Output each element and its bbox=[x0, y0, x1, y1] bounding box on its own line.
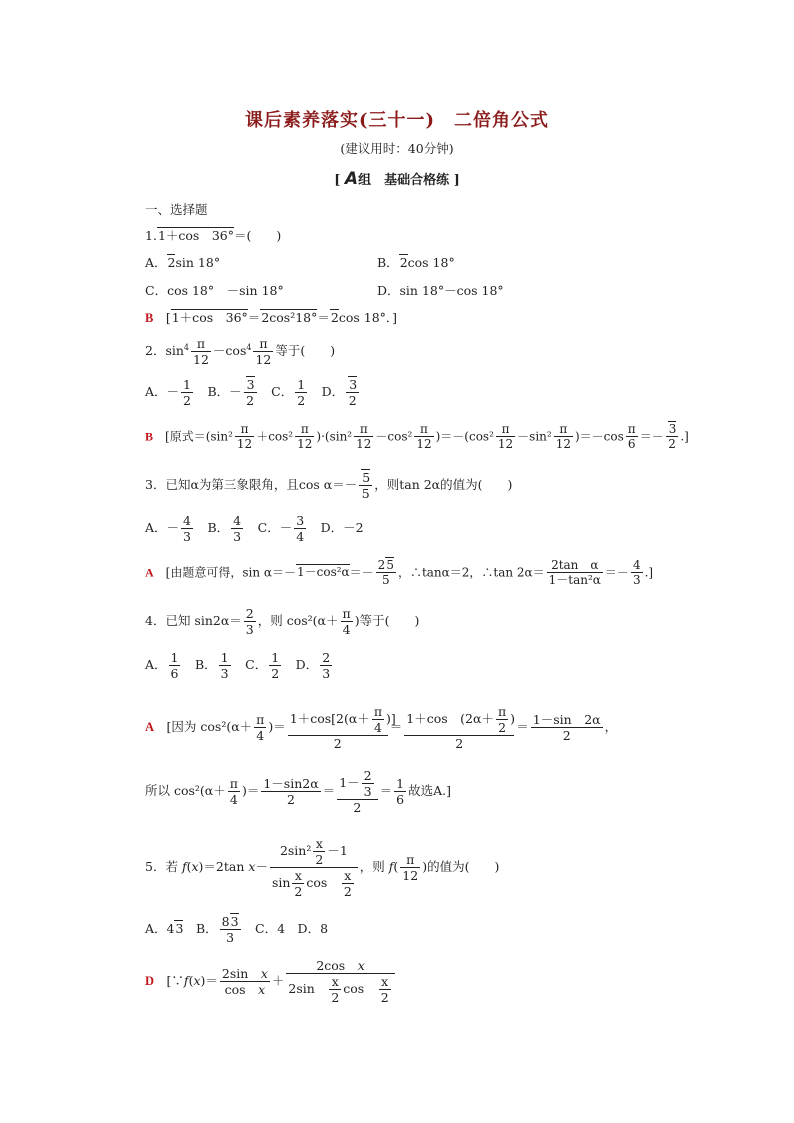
q4-answer-line1: A [因为 cos²(α＋ $\frac{\pi}{4}$ )＝ 1＋cos[2(α＋ $\frac{\pi}{4}$ )] 2 ＝ 1＋cos (2α＋ $\frac{\pi}{2}$ ) 2 ＝ $\frac{1-\sin 2\alpha}{2}$ ， bbox=[145, 704, 618, 751]
q4-answer-line2: 所以 cos²(α＋ $\frac{\pi}{4}$ )＝ $\frac{1-\sin 2\alpha}{2}$ ＝ 1－ $\frac{2}{3}$ 2 ＝ $\frac{1}{6}$ 故选A.] bbox=[145, 768, 451, 815]
q1-answer: B [1＋cos 36°＝2cos²18°＝2cos 18°．] bbox=[145, 310, 398, 325]
q1-option-a: A．2sin 18° bbox=[145, 255, 221, 270]
section-heading: 一、选择题 bbox=[145, 202, 208, 217]
q3-answer: A [由题意可得，sin α＝－1－cos²α＝－ $\frac{25}{5}$ ，∴tanα＝2，∴tan 2α＝ $\frac{\text{2tan α}}{\text{1－tan²α}}$ ＝－ $\frac{4}{3}$ .] bbox=[145, 558, 654, 588]
question-3: 3．已知α为第三象限角，且cos α＝－ $\frac{5}{5}$ ，则tan 2α的值为( ) bbox=[145, 470, 513, 501]
page-title: 课后素养落实(三十一) 二倍角公式 bbox=[244, 110, 550, 131]
group-header: [ A组 基础合格练 ] bbox=[334, 169, 460, 189]
q1-option-b: B．2cos 18° bbox=[377, 255, 455, 270]
q3-options: A．－ $\frac{4}{3}$ B． $\frac{4}{3}$ C．－ $\frac{3}{4}$ D．－2 bbox=[145, 513, 364, 544]
q4-options: A． $\frac{1}{6}$ B． $\frac{1}{3}$ C． $\frac{1}{2}$ D． $\frac{2}{3}$ bbox=[145, 650, 331, 681]
suggested-time: (建议用时：40分钟) bbox=[340, 141, 454, 156]
question-5: 5．若 f(x)＝2tan x－ 2sin² $\frac{x}{2}$ －1 sin $\frac{x}{2}$ cos $\frac{x}{2}$ ，则 f( $\frac{\pi}{12}$ )的值为( ) bbox=[145, 836, 500, 899]
q2-options: A．－ $\frac{1}{2}$ B．－ $\frac{3}{2}$ C． $\frac{1}{2}$ D． $\frac{3}{2}$ bbox=[145, 377, 358, 408]
q1-option-d: D．sin 18°－cos 18° bbox=[377, 283, 504, 298]
q5-options: A．43 B． $\frac{83}{3}$ C．4 D．8 bbox=[145, 914, 329, 945]
q1-option-c: C．cos 18° －sin 18° bbox=[145, 283, 284, 298]
question-2: 2．$\sin^4$ $\frac{\pi}{12}$ $-\cos^4$ $\frac{\pi}{12}$ 等于( ) bbox=[145, 336, 336, 367]
question-1: 1.1＋cos 36°＝( ) bbox=[145, 228, 282, 243]
question-4: 4．已知 sin2α＝ $\frac{2}{3}$ ，则 cos²(α＋ $\frac{\pi}{4}$ )等于( ) bbox=[145, 606, 420, 637]
q2-answer: B [原式＝(sin² $\frac{\pi}{12}$ ＋cos² $\frac{\pi}{12}$ )·(sin² $\frac{\pi}{12}$ －cos² $\frac{\pi}{12}$ )＝－(cos² $\frac{\pi}{12}$ －sin² $\frac{\pi}{12}$ )＝－cos $\frac{\pi}{6}$ ＝－ $\frac{3}{2}$ .] bbox=[145, 422, 689, 452]
q5-answer: D [∵f(x)＝ $\frac{\text{2sin x}}{\text{cos x}}$ ＋ 2cos x 2sin $\frac{x}{2}$ cos $\frac{x}{2}$ bbox=[145, 958, 397, 1005]
